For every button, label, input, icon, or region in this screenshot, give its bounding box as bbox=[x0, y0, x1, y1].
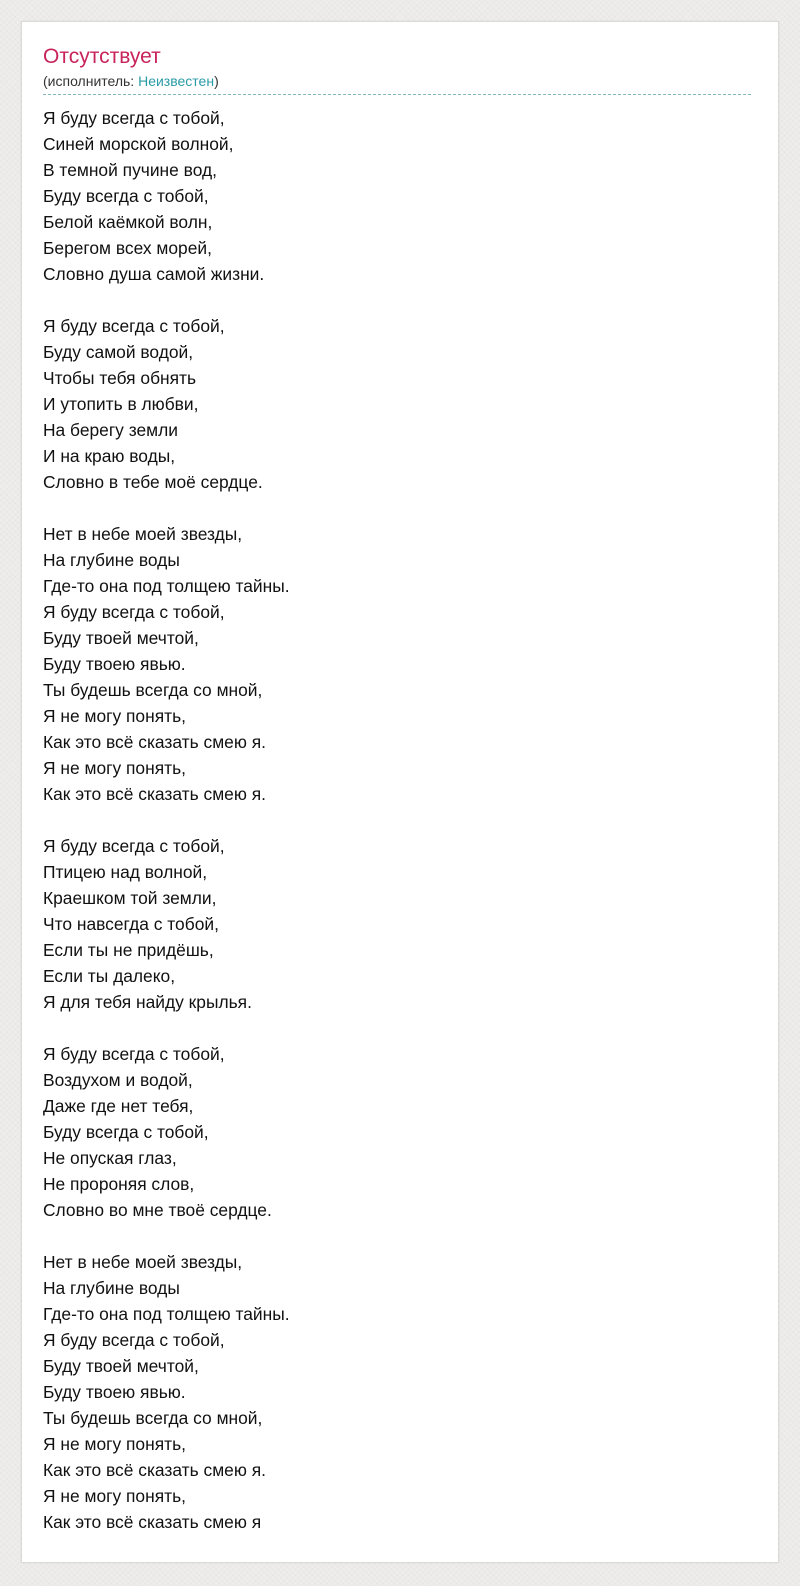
lyrics-line: Чтобы тебя обнять bbox=[43, 368, 197, 388]
lyrics-line: Краешком той земли, bbox=[43, 888, 217, 908]
lyrics-line: Буду твоею явью. bbox=[43, 1382, 186, 1402]
lyrics-line: Где-то она под толщею тайны. bbox=[43, 1304, 290, 1324]
lyrics-card bbox=[21, 21, 779, 1563]
lyrics-line: Буду всегда с тобой, bbox=[43, 186, 209, 206]
lyrics-line: Я буду всегда с тобой, bbox=[43, 602, 225, 622]
lyrics-line: Как это всё сказать смею я. bbox=[43, 1460, 266, 1480]
lyrics-line: Я буду всегда с тобой, bbox=[43, 1044, 225, 1064]
lyrics-line: Нет в небе моей звезды, bbox=[43, 1252, 243, 1272]
lyrics-line: Я не могу понять, bbox=[43, 758, 186, 778]
lyrics-line: Нет в небе моей звезды, bbox=[43, 524, 243, 544]
lyrics-line: На глубине воды bbox=[43, 1278, 180, 1298]
lyrics-line: Если ты не придёшь, bbox=[43, 940, 214, 960]
lyrics-line: На глубине воды bbox=[43, 550, 180, 570]
lyrics-line: Не опуская глаз, bbox=[43, 1148, 177, 1168]
lyrics-line: Как это всё сказать смею я bbox=[43, 1512, 262, 1532]
lyrics-line: Я буду всегда с тобой, bbox=[43, 1330, 225, 1350]
lyrics-line: Словно душа самой жизни. bbox=[43, 264, 265, 284]
lyrics-line: Даже где нет тебя, bbox=[43, 1096, 194, 1116]
lyrics-line: Что навсегда с тобой, bbox=[43, 914, 219, 934]
lyrics-line: Я буду всегда с тобой, bbox=[43, 836, 225, 856]
lyrics-line: Я не могу понять, bbox=[43, 1434, 186, 1454]
lyrics-line: И на краю воды, bbox=[43, 446, 176, 466]
lyrics-line: Буду твоей мечтой, bbox=[43, 1356, 199, 1376]
artist-suffix: ) bbox=[214, 73, 219, 89]
lyrics-line: Птицею над волной, bbox=[43, 862, 208, 882]
lyrics-line: Буду всегда с тобой, bbox=[43, 1122, 209, 1142]
song-header bbox=[43, 42, 751, 95]
lyrics-line: Ты будешь всегда со мной, bbox=[43, 680, 263, 700]
lyrics-line: Синей морской волной, bbox=[43, 134, 234, 154]
lyrics-line: Белой каёмкой волн, bbox=[43, 212, 213, 232]
lyrics-line: Не пророняя слов, bbox=[43, 1174, 195, 1194]
lyrics-line: Как это всё сказать смею я. bbox=[43, 732, 266, 752]
artist-line bbox=[43, 71, 219, 91]
lyrics-stanza bbox=[43, 1041, 751, 1223]
lyrics-line: Буду твоею явью. bbox=[43, 654, 186, 674]
lyrics-line: Я для тебя найду крылья. bbox=[43, 992, 252, 1012]
lyrics-line: Я буду всегда с тобой, bbox=[43, 316, 225, 336]
lyrics-line: На берегу земли bbox=[43, 420, 178, 440]
artist-prefix: (исполнитель: bbox=[43, 73, 139, 89]
lyrics-line: Я не могу понять, bbox=[43, 706, 186, 726]
song-title: Отсутствует bbox=[43, 45, 161, 68]
artist-link[interactable]: Неизвестен bbox=[138, 73, 215, 89]
lyrics-stanza bbox=[43, 521, 751, 807]
lyrics-stanza bbox=[43, 833, 751, 1015]
lyrics-line: Буду самой водой, bbox=[43, 342, 194, 362]
lyrics-stanza bbox=[43, 313, 751, 495]
lyrics-line: Если ты далеко, bbox=[43, 966, 176, 986]
lyrics-stanza bbox=[43, 1249, 751, 1535]
lyrics-line: Воздухом и водой, bbox=[43, 1070, 193, 1090]
lyrics-line: Словно во мне твоё сердце. bbox=[43, 1200, 272, 1220]
lyrics-line: Ты будешь всегда со мной, bbox=[43, 1408, 263, 1428]
lyrics-line: Где-то она под толщею тайны. bbox=[43, 576, 290, 596]
lyrics-line: Словно в тебе моё сердце. bbox=[43, 472, 263, 492]
lyrics-text bbox=[43, 105, 751, 1535]
lyrics-line: Берегом всех морей, bbox=[43, 238, 212, 258]
lyrics-line: И утопить в любви, bbox=[43, 394, 199, 414]
lyrics-line: Я буду всегда с тобой, bbox=[43, 108, 225, 128]
lyrics-line: Как это всё сказать смею я. bbox=[43, 784, 266, 804]
lyrics-line: Я не могу понять, bbox=[43, 1486, 186, 1506]
lyrics-stanza bbox=[43, 105, 751, 287]
lyrics-line: Буду твоей мечтой, bbox=[43, 628, 199, 648]
lyrics-line: В темной пучине вод, bbox=[43, 160, 217, 180]
